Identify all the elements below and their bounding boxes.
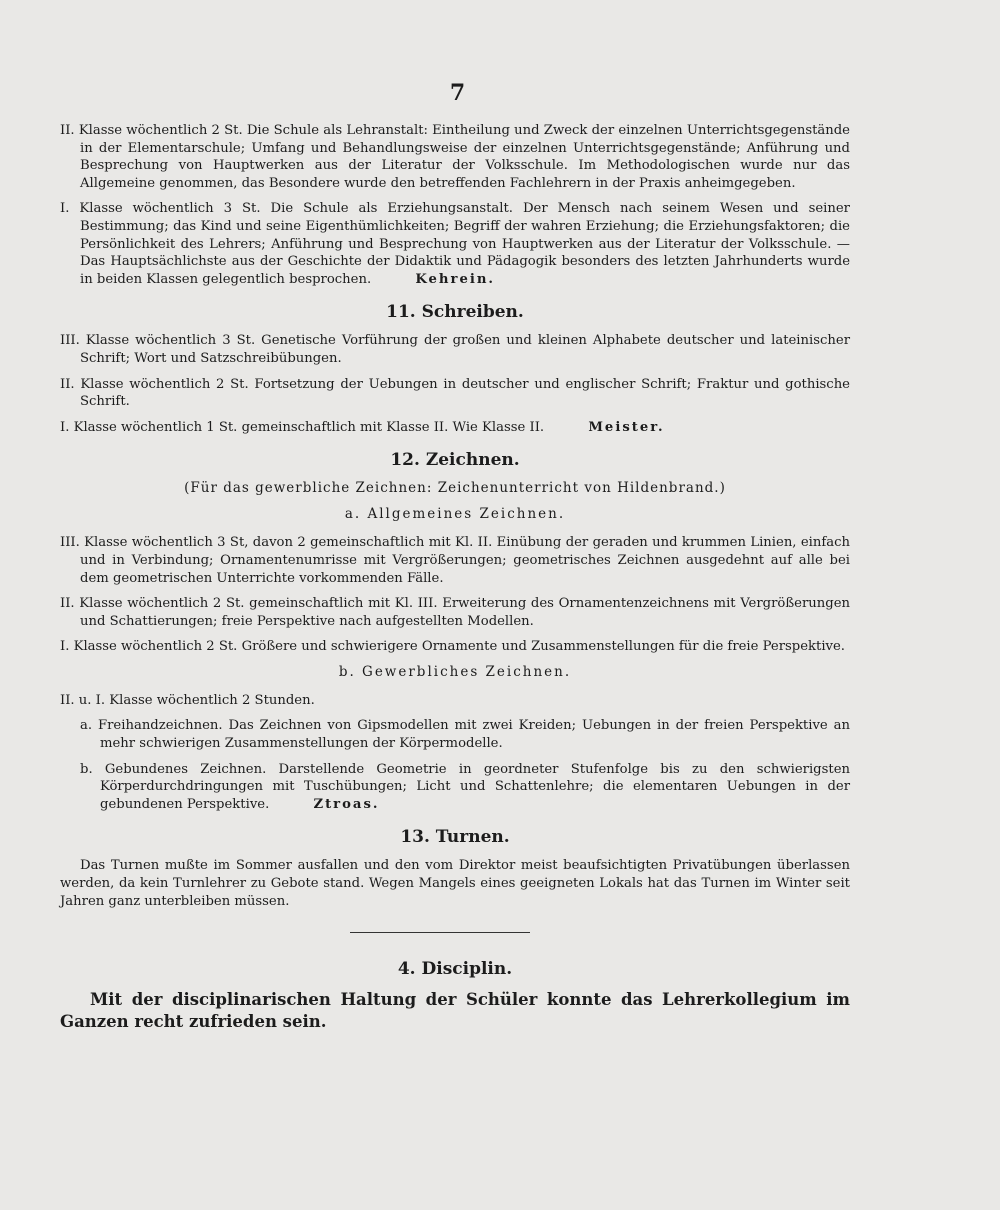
entry-text: I. Klasse wöchentlich 3 St. Die Schule als Erziehungsanstalt. Der Mensch nach seinem Wesen und seiner Bestimmung; das Kind und seine Eigenthümlichkeiten; Begriff der wahren Erziehung; die Erziehungsfaktoren; die Persönlichkeit des Lehrers; Anführung und Besprechung von Hauptwerken aus der Literatur der Volksschule. — Das Hauptsächlichste aus der Geschichte der Didaktik und Pädagogik besonders des letzten Jahrhunderts wurde in beiden Klassen gelegentlich besprochen. — [60, 201, 850, 287]
entry-schreiben-class-3: III. Klasse wöchentlich 3 St. Genetische Vorführung der großen und kleinen Alphabete deutscher und lateinischer Schrift; Wort und Satzschreibübungen. — [60, 333, 850, 366]
entry-zeichnen-class-1: I. Klasse wöchentlich 2 St. Größere und schwierigere Ornamente und Zusammenstellungen für die freie Perspektive. — [60, 639, 845, 655]
entry-paedagogik-class-1 — [60, 200, 850, 288]
signature-meister: Meister. — [588, 419, 665, 435]
section-heading-schreiben: 11. Schreiben. — [386, 302, 524, 323]
turnen-paragraph: Das Turnen mußte im Sommer ausfallen und den vom Direktor meist beaufsichtigten Privatübungen überlassen werden, da kein Turnlehrer zu Gebote stand. Wegen Mangels eines geeigneten Lokals hat das Turnen im Winter seit Jahren ganz unterbleiben müssen. — [60, 858, 850, 909]
entry-gebundenes-zeichnen — [60, 761, 850, 814]
subheading-gewerbliches-zeichnen: b. Gewerbliches Zeichnen. — [338, 663, 572, 680]
entry-zeichnen-class-3: III. Klasse wöchentlich 3 St, davon 2 gemeinschaftlich mit Kl. II. Einübung der geraden und krummen Linien, einfach und in Verbindung; Ornamentenumrisse mit Vergrößerungen; geometrisches Zeichnen ausgedehnt auf alle bei dem geometrischen Unterrichte vorkommenden Fälle. — [60, 535, 850, 586]
subheading-allgemeines-zeichnen: a. Allgemeines Zeichnen. — [344, 506, 566, 523]
signature-kehrein: Kehrein. — [415, 271, 496, 287]
disciplin-paragraph: Mit der disciplinarischen Haltung der Schüler konnte das Lehrerkollegium im Ganzen recht zufrieden sein. — [60, 990, 850, 1032]
entry-freihandzeichnen: a. Freihandzeichnen. Das Zeichnen von Gipsmodellen mit zwei Kreiden; Uebungen in der freien Perspektive an mehr schwierigen Zusammenstellungen der Körpermodelle. — [80, 718, 850, 752]
entry-paedagogik-class-2: II. Klasse wöchentlich 2 St. Die Schule als Lehranstalt: Eintheilung und Zweck der einzelnen Unterrichtsgegenstände in der Elementarschule; Umfang und Behandlungsweise der einzelnen Unterrichtsgegenstände; Anführung und Besprechung von Hauptwerken aus der Literatur der Volksschule. Im Methodologischen wurde nur das Allgemeine genommen, das Besondere wurde den betreffenden Fachlehrern in der Praxis anheimgegeben. — [60, 123, 850, 191]
entry-text: b. Gebundenes Zeichnen. Darstellende Geometrie in geordneter Stufenfolge bis zu den schwierigsten Körperdurchdringungen mit Tuschübungen; Licht und Schattenlehre; die elementaren Uebungen in der gebundenen Perspektive. — [80, 761, 850, 812]
section-heading-disciplin: 4. Disciplin. — [397, 959, 513, 980]
entry-zeichnen-class-2: II. Klasse wöchentlich 2 St. gemeinschaftlich mit Kl. III. Erweiterung des Ornamentenzeichnens mit Vergrößerungen und Schattierungen; freie Perspektive nach aufgestellten Modellen. — [60, 596, 850, 629]
entry-zeichnen-class-2-and-1: II. u. I. Klasse wöchentlich 2 Stunden. — [60, 692, 315, 708]
zeichnen-note: (Für das gewerbliche Zeichnen: Zeichenunterricht von Hildenbrand.) — [184, 480, 726, 497]
section-heading-zeichnen: 12. Zeichnen. — [390, 450, 520, 471]
section-heading-turnen: 13. Turnen. — [400, 827, 510, 848]
signature-ztroas: Ztroas. — [313, 796, 380, 812]
page-number: 7 — [449, 80, 466, 106]
entry-schreiben-class-2: II. Klasse wöchentlich 2 St. Fortsetzung der Uebungen in deutscher und englischer Schrift; Fraktur und gothische Schrift. — [60, 376, 850, 410]
entry-text: I. Klasse wöchentlich 1 St. gemeinschaftlich mit Klasse II. Wie Klasse II. — [60, 419, 545, 435]
text-column — [60, 122, 850, 1033]
entry-schreiben-class-1 — [60, 419, 850, 437]
section-divider — [350, 932, 530, 933]
